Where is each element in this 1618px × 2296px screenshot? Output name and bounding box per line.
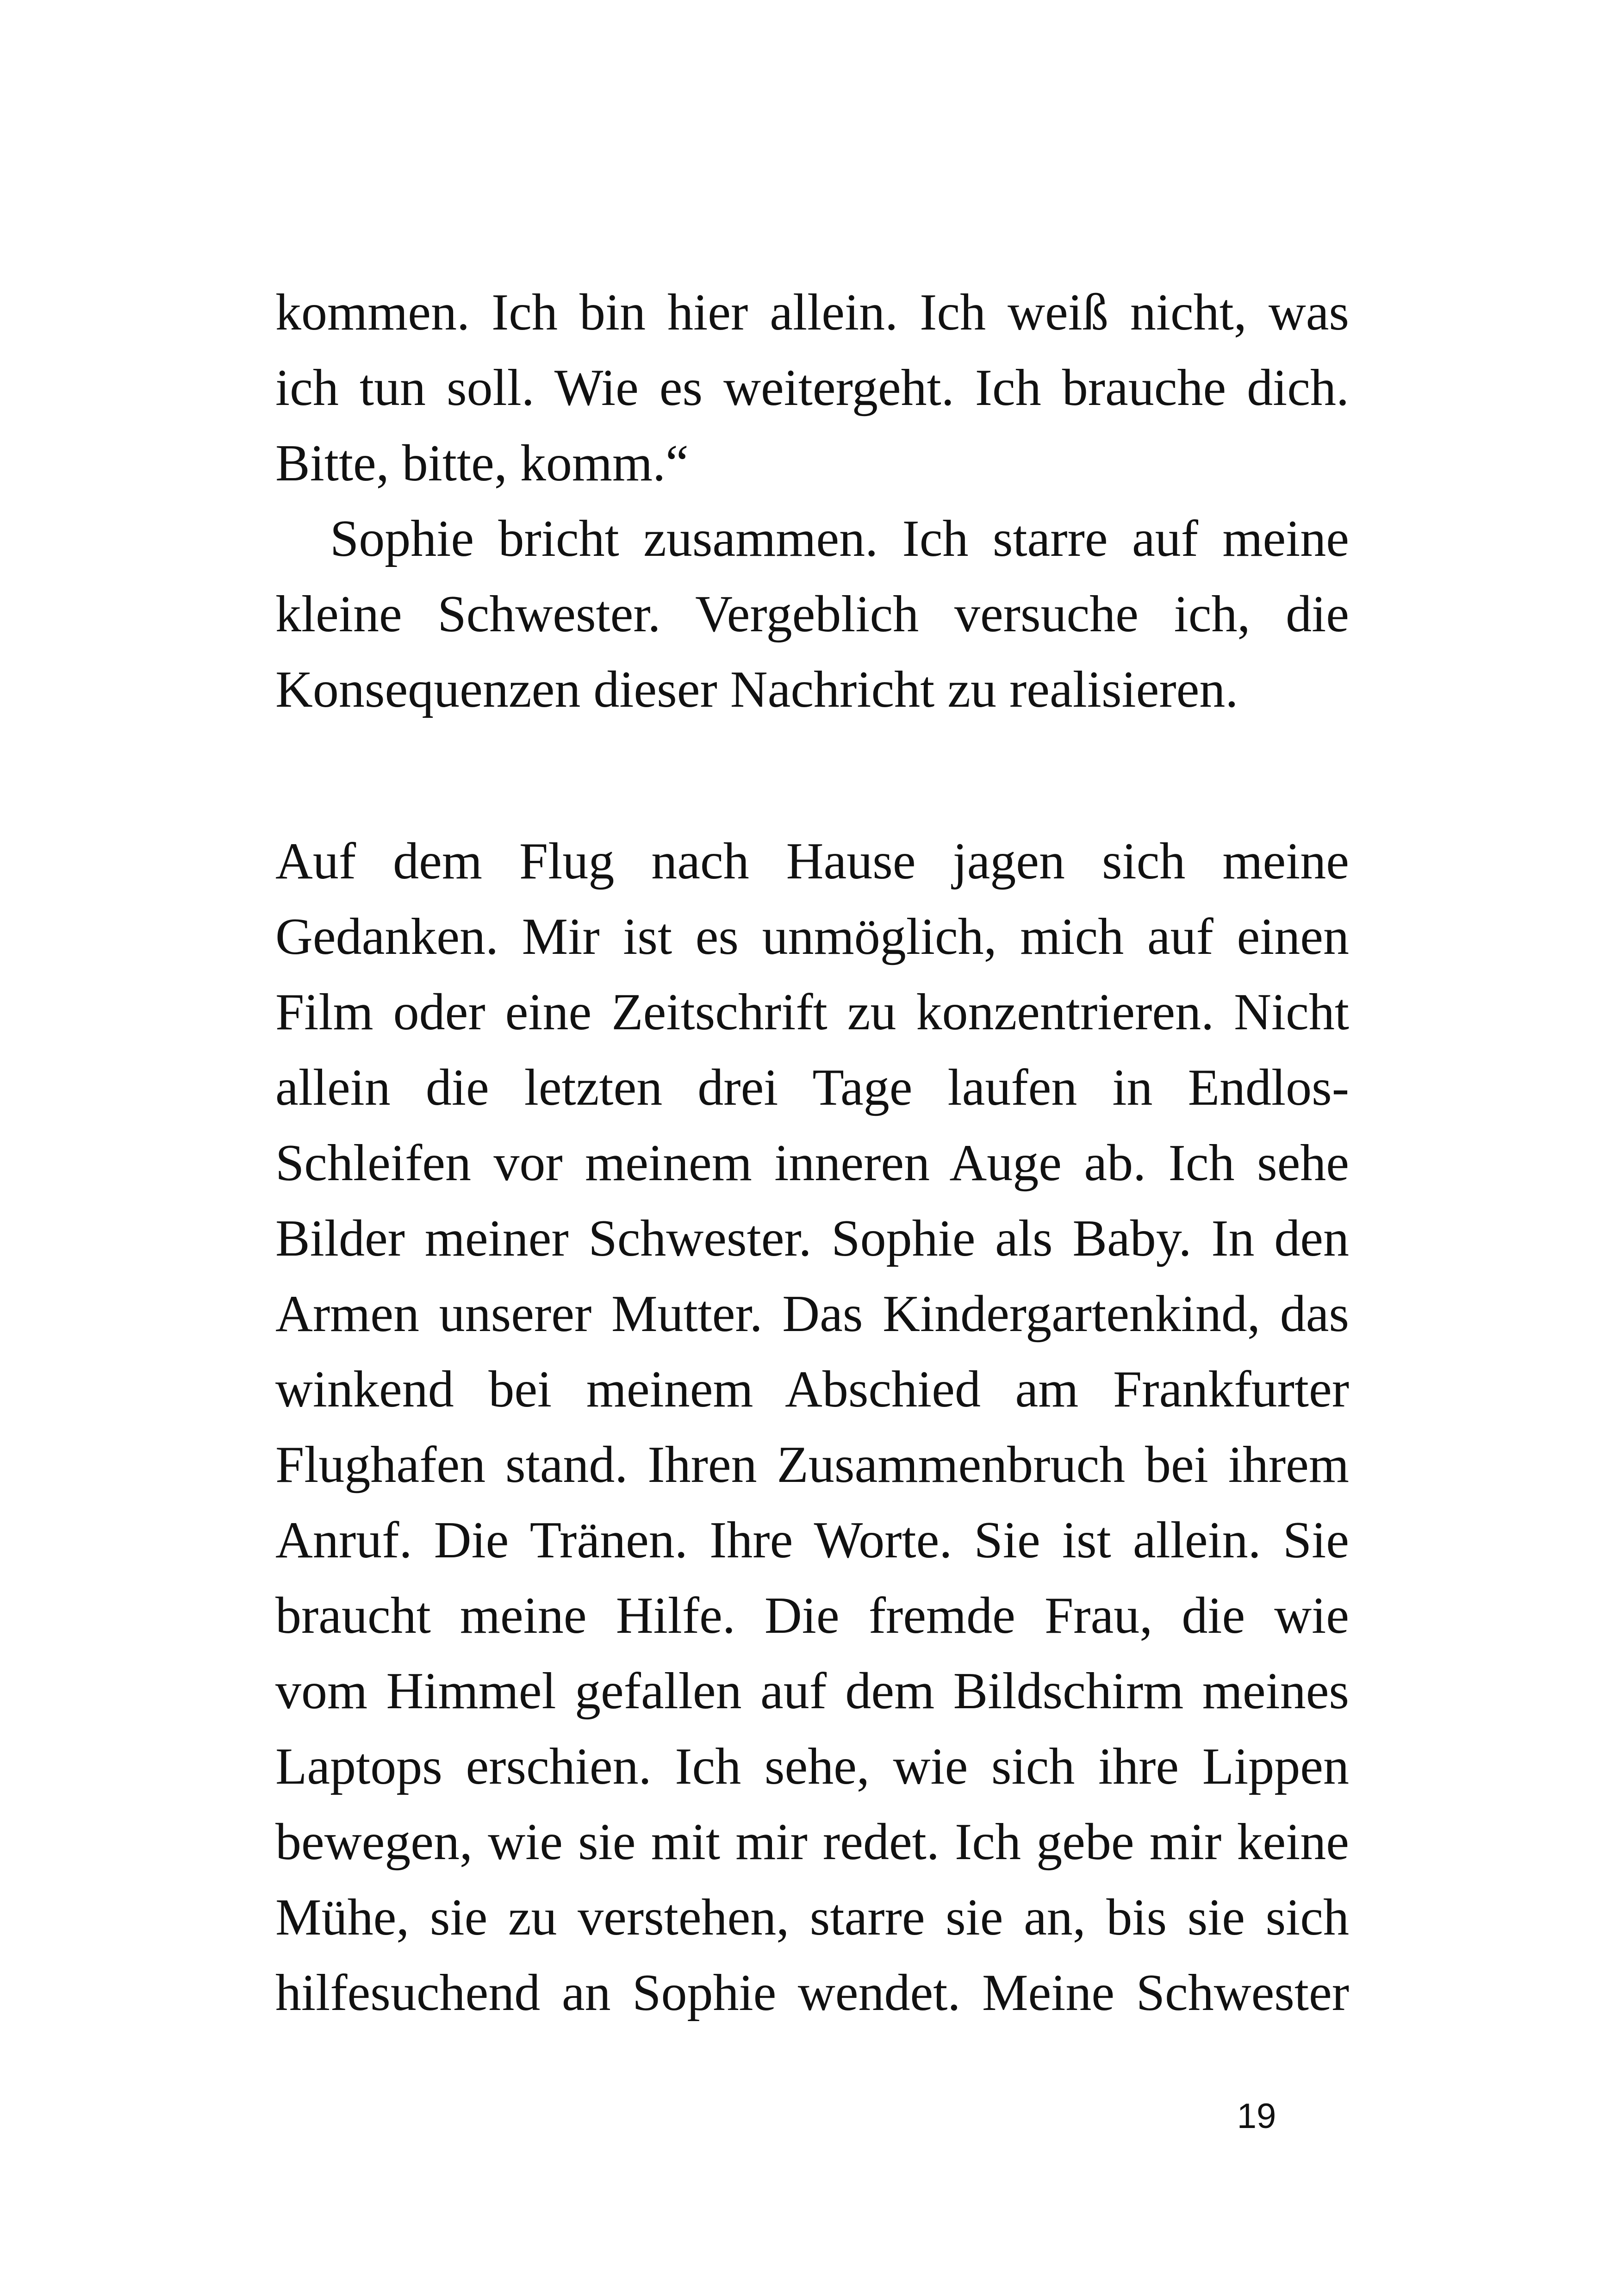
page-number: 19 — [1237, 2097, 1276, 2136]
text-line: Bitte, bitte, komm.“ — [275, 435, 689, 492]
text-line: Film oder eine Zeitschrift zu konzentrieren. Nicht — [275, 983, 1349, 1041]
text-line: Mühe, sie zu verstehen, starre sie an, bis sie sich — [275, 1889, 1349, 1946]
text-line: vom Himmel gefallen auf dem Bildschirm meines — [275, 1662, 1349, 1720]
text-line: Anruf. Die Tränen. Ihre Worte. Sie ist allein. Sie — [275, 1512, 1349, 1569]
text-line: Sophie bricht zusammen. Ich starre auf meine — [330, 510, 1349, 567]
paragraph-1 — [275, 275, 1349, 501]
text-line: Flughafen stand. Ihren Zusammenbruch bei ihrem — [275, 1436, 1349, 1493]
text-section-2 — [275, 824, 1349, 2031]
text-line: Schleifen vor meinem inneren Auge ab. Ich sehe — [275, 1134, 1349, 1192]
paragraph-2 — [275, 501, 1349, 728]
text-line: bewegen, wie sie mit mir redet. Ich gebe mir keine — [275, 1813, 1349, 1871]
text-line: Laptops erschien. Ich sehe, wie sich ihre Lippen — [275, 1738, 1349, 1795]
paragraph-3 — [275, 824, 1349, 2031]
text-line: Konsequenzen dieser Nachricht zu realisieren. — [275, 661, 1238, 718]
text-line: winkend bei meinem Abschied am Frankfurter — [275, 1361, 1349, 1418]
text-line: ich tun soll. Wie es weitergeht. Ich brauche dich. — [275, 359, 1349, 417]
text-line: kommen. Ich bin hier allein. Ich weiß nicht, was — [275, 284, 1349, 341]
text-line: allein die letzten drei Tage laufen in Endlos- — [275, 1059, 1349, 1116]
text-line: Gedanken. Mir ist es unmöglich, mich auf einen — [275, 908, 1349, 965]
text-line: braucht meine Hilfe. Die fremde Frau, die wie — [275, 1587, 1349, 1644]
text-line: Auf dem Flug nach Hause jagen sich meine — [275, 833, 1349, 890]
text-line: Armen unserer Mutter. Das Kindergartenkind, das — [275, 1285, 1349, 1343]
text-line: kleine Schwester. Vergeblich versuche ich, die — [275, 585, 1349, 643]
text-line: Bilder meiner Schwester. Sophie als Baby. In den — [275, 1210, 1349, 1267]
text-section-1 — [275, 275, 1349, 728]
text-line: hilfesuchend an Sophie wendet. Meine Schwester — [275, 1964, 1349, 2022]
